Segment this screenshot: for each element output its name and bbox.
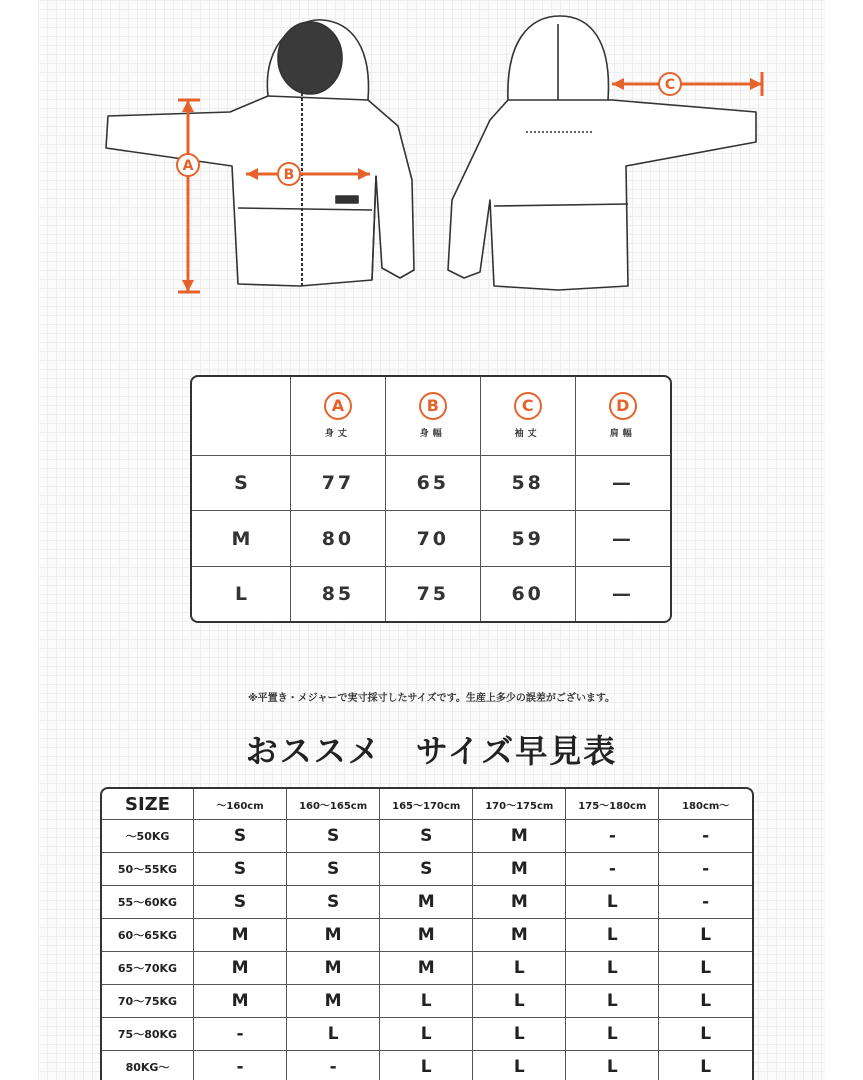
- weight-label: 70～75KG: [102, 985, 194, 1018]
- size-cell: L: [380, 985, 473, 1018]
- table-row: [102, 1051, 752, 1080]
- jacket-front-illustration: [106, 20, 414, 286]
- size-cell: L: [659, 1018, 752, 1051]
- value-cell: 70: [385, 511, 480, 567]
- size-cell: -: [659, 853, 752, 886]
- size-cell: S: [287, 820, 380, 853]
- size-cell: S: [287, 886, 380, 919]
- size-cell: L: [473, 985, 566, 1018]
- size-cell: L: [473, 1051, 566, 1080]
- col-header-c: C 袖丈: [480, 377, 575, 455]
- size-cell: S: [194, 886, 287, 919]
- weight-label: 60～65KG: [102, 919, 194, 952]
- size-spec-table: [190, 375, 672, 623]
- label-c: C: [664, 77, 676, 93]
- weight-label: 65～70KG: [102, 952, 194, 985]
- corner-cell: [192, 377, 291, 455]
- size-cell: S: [380, 853, 473, 886]
- size-cell: S: [194, 820, 287, 853]
- height-header: 160～165cm: [287, 789, 380, 820]
- size-cell: L: [473, 952, 566, 985]
- col-header-b: B 身幅: [385, 377, 480, 455]
- value-cell: 77: [291, 455, 386, 511]
- table-row: [102, 952, 752, 985]
- size-cell: M: [194, 952, 287, 985]
- col-header-a: A 身丈: [291, 377, 386, 455]
- value-cell: —: [575, 455, 670, 511]
- size-cell: S: [194, 853, 287, 886]
- weight-label: ～50KG: [102, 820, 194, 853]
- table-row: [192, 455, 670, 511]
- size-cell: M: [194, 919, 287, 952]
- size-cell: M: [473, 919, 566, 952]
- size-cell: L: [380, 1051, 473, 1080]
- size-cell: -: [566, 820, 659, 853]
- size-cell: M: [287, 985, 380, 1018]
- size-cell: -: [194, 1018, 287, 1051]
- table-row: [102, 919, 752, 952]
- size-cell: -: [659, 820, 752, 853]
- label-b: B: [283, 167, 295, 183]
- size-cell: S: [380, 820, 473, 853]
- weight-label: 50～55KG: [102, 853, 194, 886]
- size-cell: -: [287, 1051, 380, 1080]
- weight-label: 55～60KG: [102, 886, 194, 919]
- recommend-size-chart: [100, 787, 754, 1080]
- weight-label: 80KG～: [102, 1051, 194, 1080]
- value-cell: 60: [480, 566, 575, 621]
- size-cell: L: [566, 985, 659, 1018]
- size-cell: M: [380, 886, 473, 919]
- size-cell: L: [566, 1051, 659, 1080]
- jacket-diagram: [0, 0, 863, 330]
- value-cell: 75: [385, 566, 480, 621]
- size-cell: L: [566, 886, 659, 919]
- height-header: 165～170cm: [380, 789, 473, 820]
- size-cell: L: [566, 952, 659, 985]
- table-row: [102, 820, 752, 853]
- label-a: A: [182, 158, 194, 174]
- height-header: ～160cm: [194, 789, 287, 820]
- size-cell: -: [566, 853, 659, 886]
- size-cell: L: [380, 1018, 473, 1051]
- weight-label: 75～80KG: [102, 1018, 194, 1051]
- size-cell: M: [380, 952, 473, 985]
- size-label: M: [192, 511, 291, 567]
- recommend-title: おススメ サイズ早見表: [245, 732, 618, 770]
- size-cell: -: [194, 1051, 287, 1080]
- size-cell: L: [659, 985, 752, 1018]
- table-row: [192, 566, 670, 621]
- table-row: [102, 853, 752, 886]
- col-header-d: D 肩幅: [575, 377, 670, 455]
- table-row: [192, 511, 670, 567]
- height-header: 180cm～: [659, 789, 752, 820]
- size-cell: M: [287, 952, 380, 985]
- size-cell: L: [566, 919, 659, 952]
- size-cell: L: [659, 919, 752, 952]
- size-cell: M: [287, 919, 380, 952]
- value-cell: 85: [291, 566, 386, 621]
- table-row: [102, 985, 752, 1018]
- size-cell: L: [659, 1051, 752, 1080]
- value-cell: —: [575, 511, 670, 567]
- size-cell: M: [473, 853, 566, 886]
- height-header: 175～180cm: [566, 789, 659, 820]
- height-header: 170～175cm: [473, 789, 566, 820]
- value-cell: 59: [480, 511, 575, 567]
- size-cell: L: [659, 952, 752, 985]
- table-row: [102, 886, 752, 919]
- size-cell: L: [287, 1018, 380, 1051]
- size-cell: L: [473, 1018, 566, 1051]
- size-label: L: [192, 566, 291, 621]
- measurement-note: ※平置き・メジャーで実寸採寸したサイズです。生産上多少の誤差がございます。: [247, 693, 616, 704]
- table-row: [102, 1018, 752, 1051]
- size-corner-label: SIZE: [102, 789, 194, 820]
- value-cell: 58: [480, 455, 575, 511]
- size-cell: -: [659, 886, 752, 919]
- size-cell: L: [566, 1018, 659, 1051]
- jacket-back-illustration: [448, 16, 756, 290]
- value-cell: —: [575, 566, 670, 621]
- size-cell: M: [380, 919, 473, 952]
- value-cell: 80: [291, 511, 386, 567]
- size-cell: S: [287, 853, 380, 886]
- size-cell: M: [473, 820, 566, 853]
- size-cell: M: [194, 985, 287, 1018]
- value-cell: 65: [385, 455, 480, 511]
- size-label: S: [192, 455, 291, 511]
- size-cell: M: [473, 886, 566, 919]
